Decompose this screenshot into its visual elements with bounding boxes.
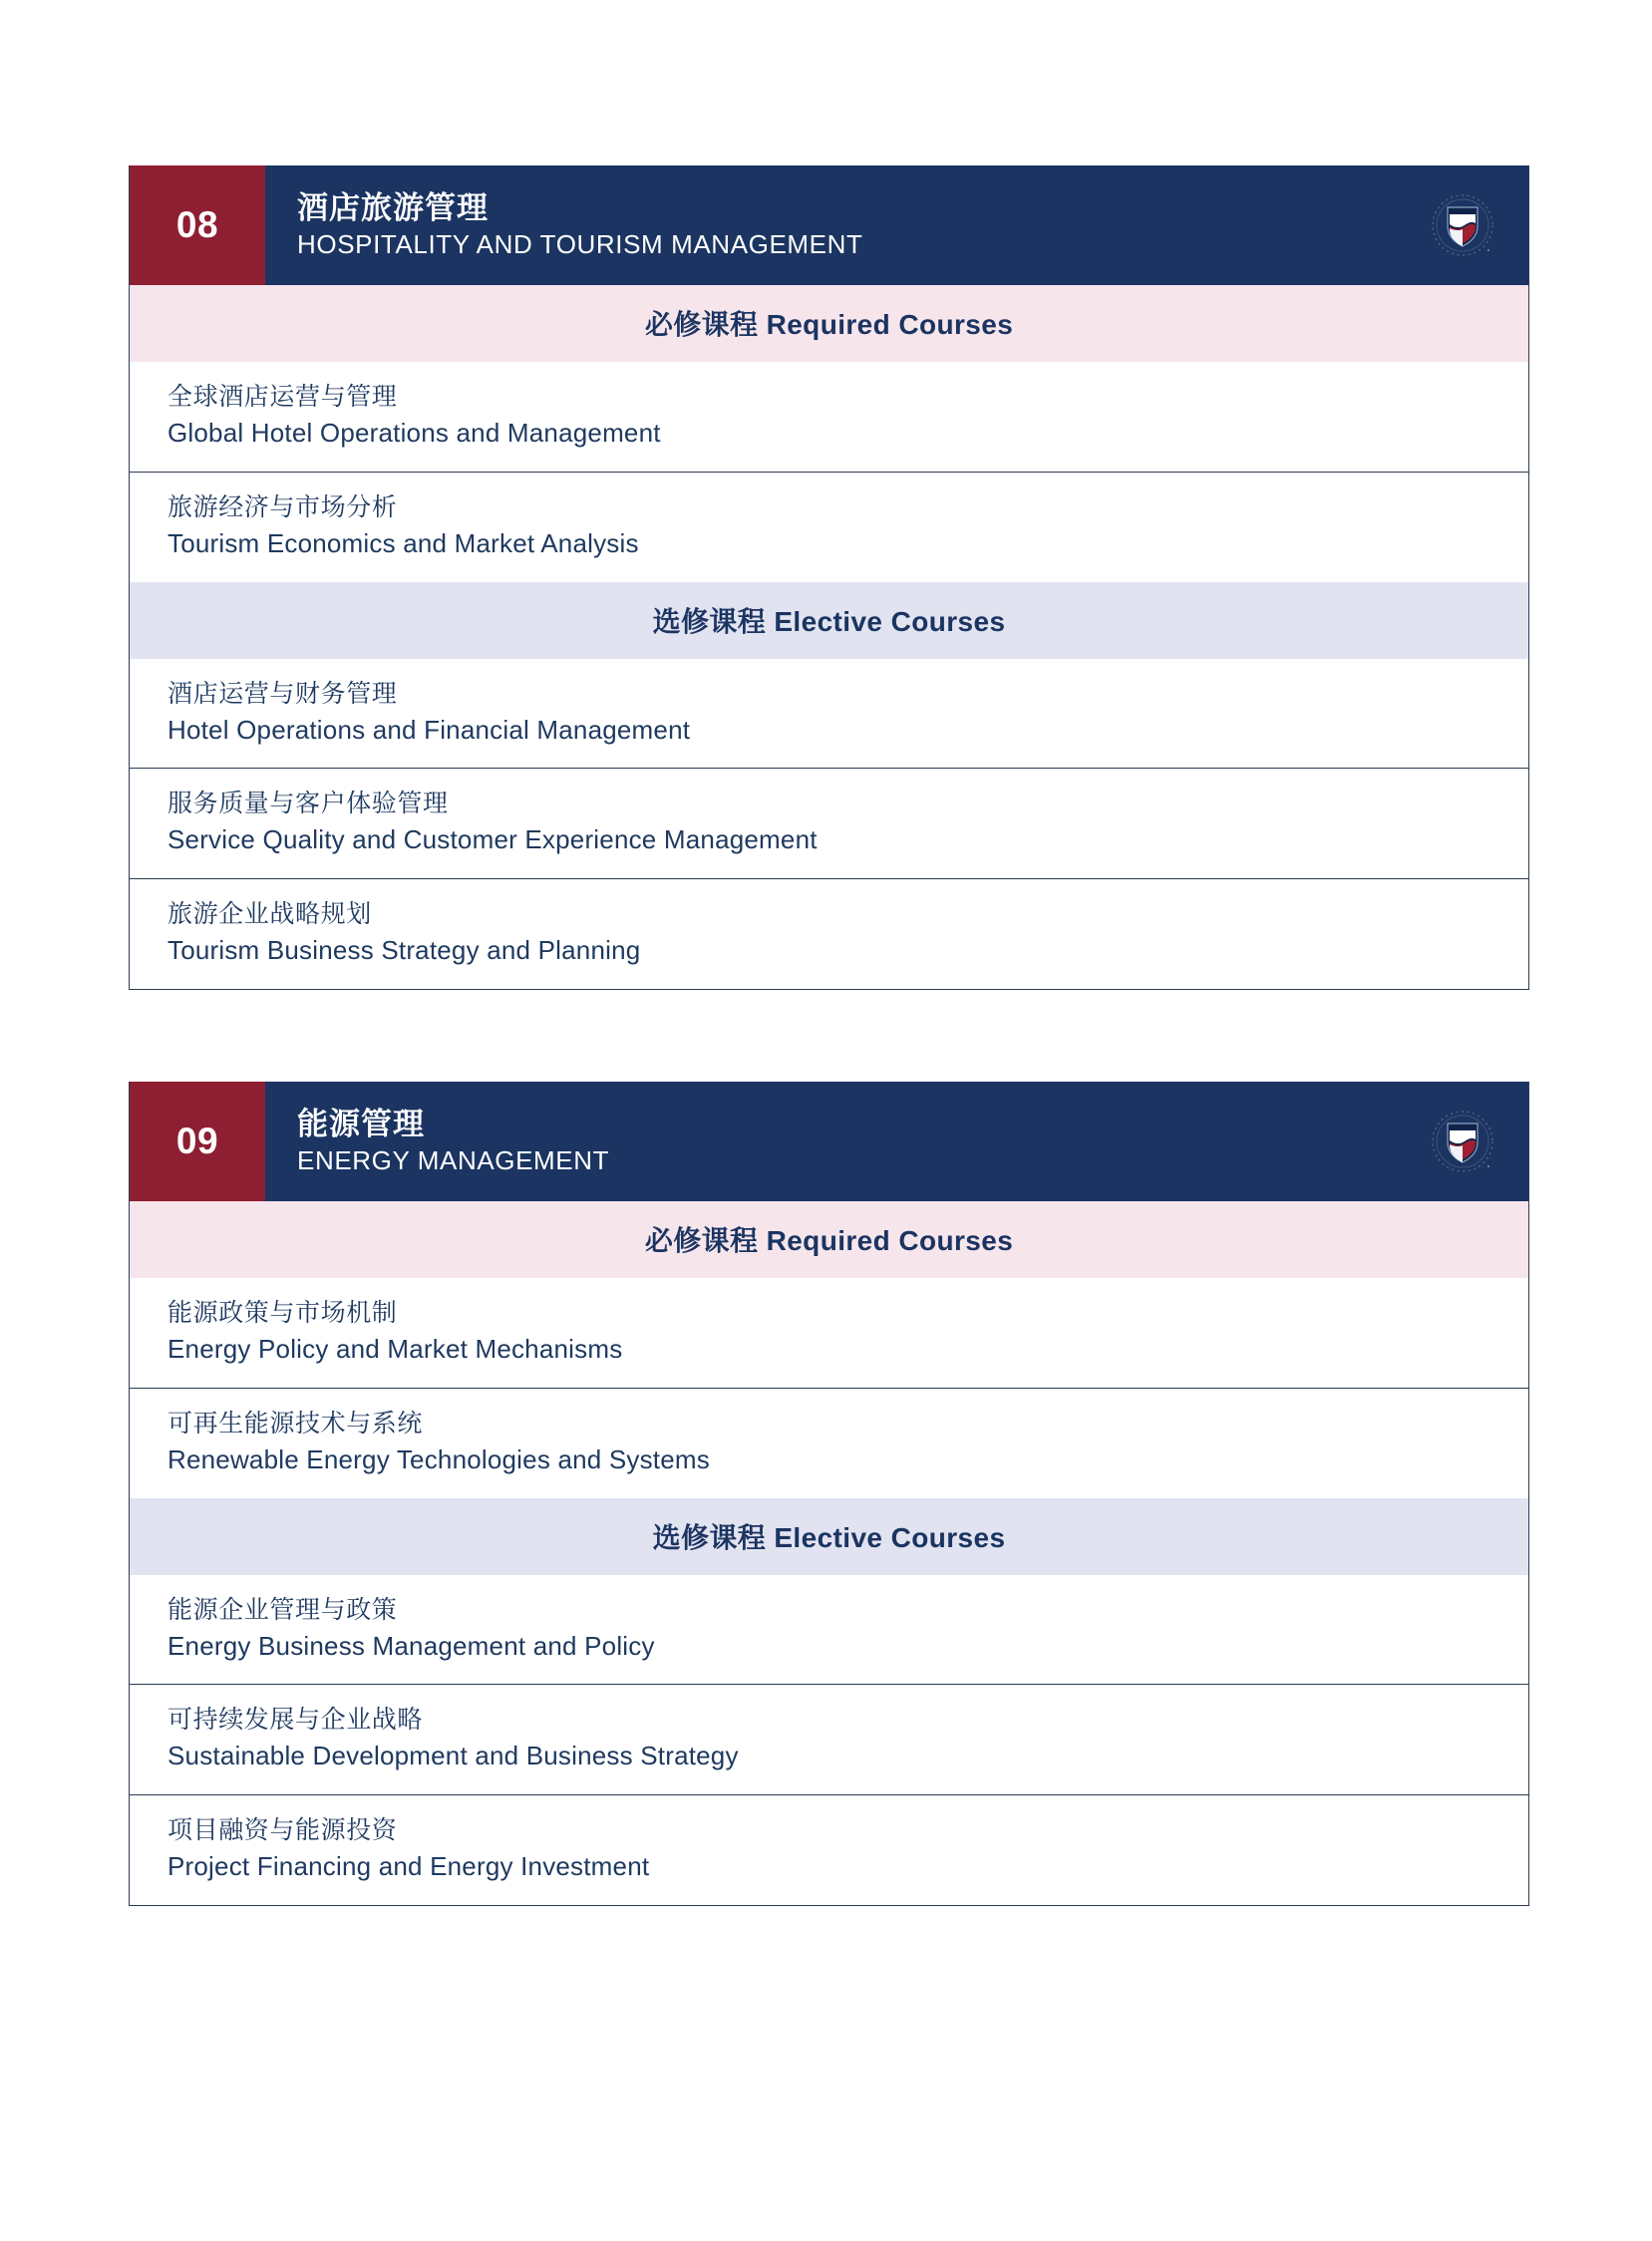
program-title-en: ENERGY MANAGEMENT	[297, 1144, 610, 1175]
course-name-cn: 服务质量与客户体验管理	[167, 790, 449, 818]
course-name-cn: 可持续发展与企业战略	[167, 1706, 424, 1735]
program-number-badge	[130, 165, 265, 285]
course-name-en: Project Financing and Energy Investment	[167, 1851, 650, 1882]
program-title-en: HOSPITALITY AND TOURISM MANAGEMENT	[297, 228, 863, 259]
course-name-cn: 酒店运营与财务管理	[167, 679, 398, 708]
program-card-header	[130, 165, 1528, 285]
course-name-cn: 可再生能源技术与系统	[167, 1409, 424, 1438]
course-row[interactable]	[130, 878, 1528, 989]
course-name-cn: 旅游企业战略规划	[167, 900, 372, 929]
course-name-en: Tourism Economics and Market Analysis	[167, 527, 639, 558]
section-header-required: 必修课程 Required Courses	[130, 285, 1528, 362]
program-number-badge	[130, 1082, 265, 1201]
course-row[interactable]	[130, 659, 1528, 769]
section-header-elective: 选修课程 Elective Courses	[130, 582, 1528, 659]
section-header-required: 必修课程 Required Courses	[130, 1201, 1528, 1278]
program-card-header	[130, 1082, 1528, 1201]
course-row[interactable]	[130, 472, 1528, 582]
course-name-cn: 旅游经济与市场分析	[167, 492, 398, 521]
program-card-list	[129, 165, 1529, 1906]
university-crest-icon	[1397, 1082, 1528, 1201]
program-title-group	[265, 165, 1397, 285]
course-name-en: Sustainable Development and Business Strategy	[167, 1741, 739, 1771]
course-name-cn: 全球酒店运营与管理	[167, 383, 398, 411]
program-number: 09	[175, 1120, 219, 1161]
course-name-en: Service Quality and Customer Experience Management	[167, 824, 818, 855]
program-card	[129, 1082, 1529, 1906]
program-title-cn: 能源管理	[297, 1106, 425, 1141]
course-name-en: Global Hotel Operations and Management	[167, 418, 661, 448]
program-number: 08	[175, 204, 219, 245]
course-name-en: Hotel Operations and Financial Management	[167, 714, 691, 745]
course-name-en: Energy Business Management and Policy	[167, 1630, 655, 1661]
course-name-cn: 能源政策与市场机制	[167, 1298, 398, 1327]
university-crest-icon	[1397, 165, 1528, 285]
course-row[interactable]	[130, 1575, 1528, 1685]
course-row[interactable]	[130, 1388, 1528, 1498]
course-row[interactable]	[130, 1684, 1528, 1794]
program-title-group	[265, 1082, 1397, 1201]
course-row[interactable]	[130, 768, 1528, 878]
course-name-en: Renewable Energy Technologies and Systems	[167, 1443, 710, 1474]
course-name-cn: 项目融资与能源投资	[167, 1816, 398, 1845]
section-header-elective: 选修课程 Elective Courses	[130, 1498, 1528, 1575]
course-name-en: Tourism Business Strategy and Planning	[167, 935, 641, 966]
course-name-cn: 能源企业管理与政策	[167, 1595, 398, 1624]
course-row[interactable]	[130, 362, 1528, 472]
course-row[interactable]	[130, 1278, 1528, 1388]
program-title-cn: 酒店旅游管理	[297, 189, 489, 225]
course-row[interactable]	[130, 1794, 1528, 1905]
program-card	[129, 165, 1529, 990]
course-name-en: Energy Policy and Market Mechanisms	[167, 1333, 623, 1364]
